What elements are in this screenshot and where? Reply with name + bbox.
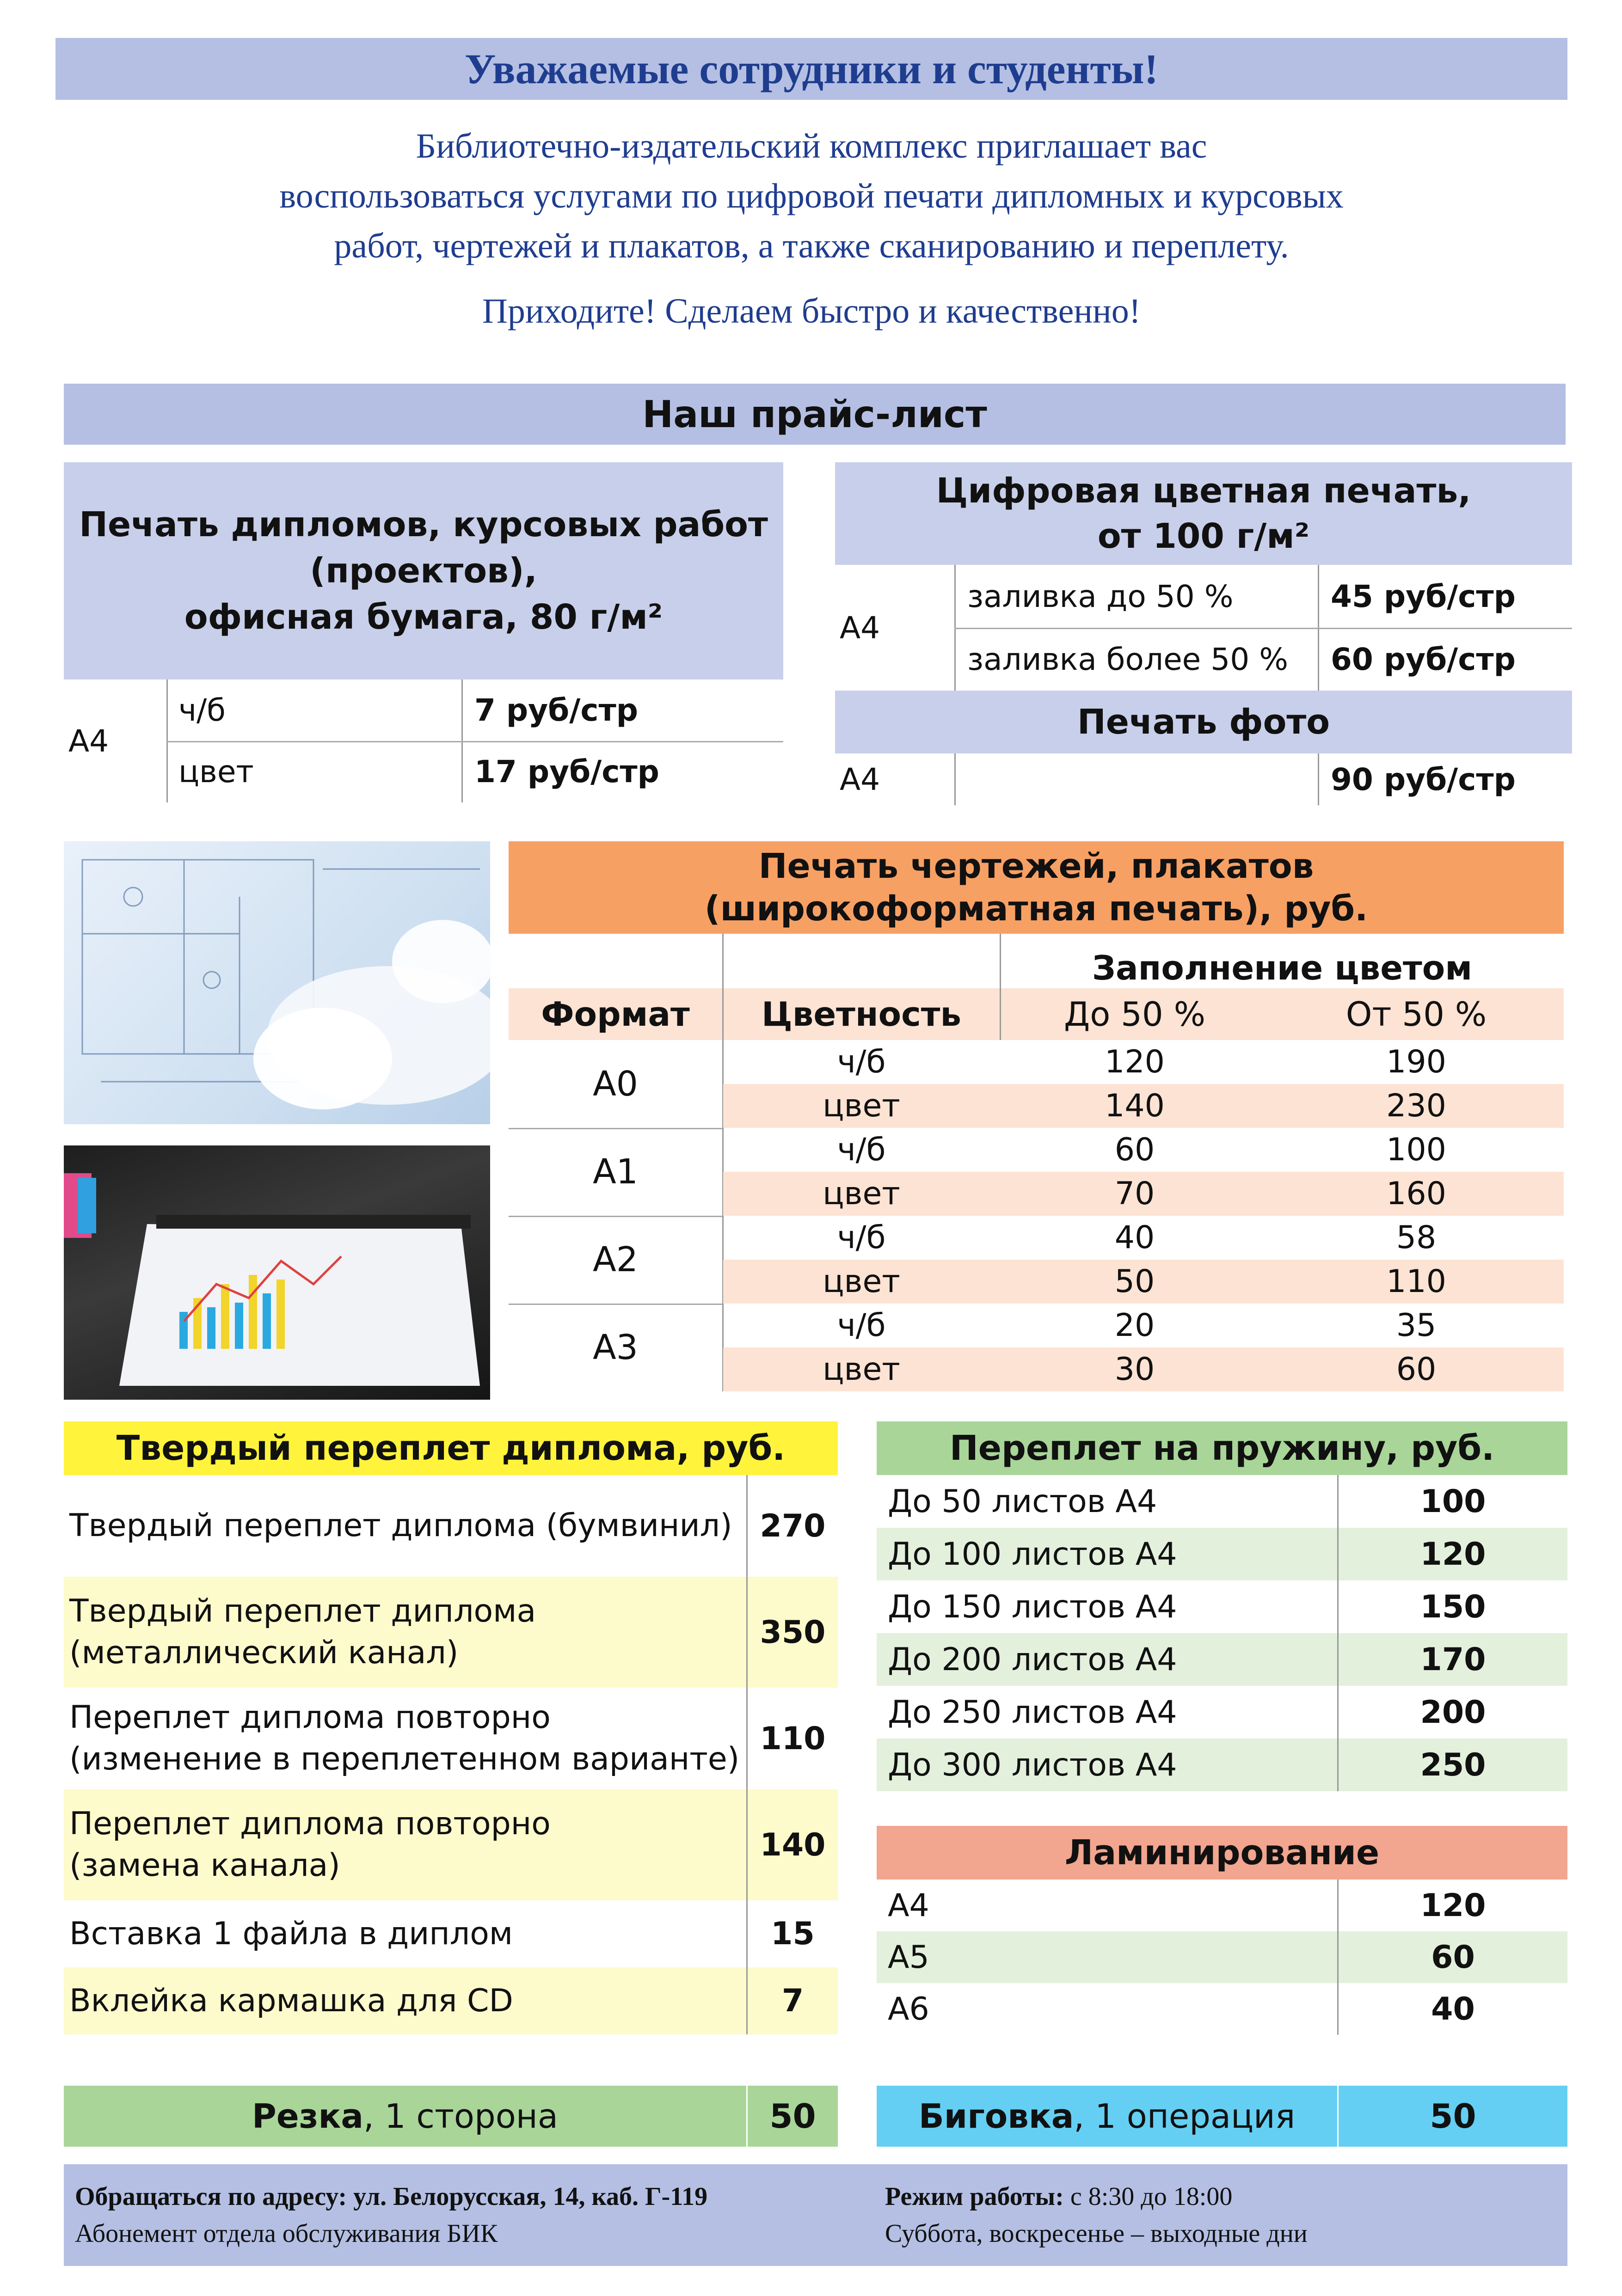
- wide-from-cell: [1269, 1216, 1564, 1260]
- wide-from-price: 230: [1386, 1088, 1446, 1124]
- hard-row-price-cell: [748, 1577, 838, 1688]
- color-format: А4: [840, 610, 880, 646]
- footer-hours-label: Режим работы:: [885, 2182, 1064, 2211]
- footer-hours-value: с 8:30 до 18:00: [1063, 2182, 1233, 2211]
- lamination-title: Ламинирование: [1064, 1833, 1380, 1873]
- wide-upto-price: 30: [1114, 1351, 1155, 1388]
- photo-print-title: Печать фото: [1077, 702, 1330, 742]
- photo-price-cell: [1331, 753, 1516, 805]
- spring_binding-row-label: До 250 листов А4: [888, 1694, 1177, 1731]
- spring_binding-row-price: 120: [1420, 1536, 1486, 1573]
- footer-weekend: Суббота, воскресенье – выходные дни: [885, 2219, 1308, 2248]
- color-price-low: [1331, 565, 1516, 628]
- wide-format-cell: [509, 1040, 722, 1128]
- diploma-type-bw: [178, 680, 226, 741]
- hard-row-price-cell: [748, 1900, 838, 1967]
- spring_binding-row-price: 250: [1420, 1746, 1486, 1783]
- col-upto-text: До 50 %: [1063, 995, 1206, 1034]
- intro-line: Библиотечно-издательский комплекс приглашает вас: [416, 127, 1207, 165]
- cutting-label: Резка: [252, 2097, 363, 2136]
- cutting-price-cell: [748, 2086, 838, 2147]
- wide-from-cell: [1269, 1347, 1564, 1391]
- col-from-text: От 50 %: [1346, 995, 1487, 1034]
- spring_binding-row-label: До 300 листов А4: [888, 1746, 1177, 1783]
- color-print-header: [835, 462, 1572, 565]
- color-print-title-line: от 100 г/м²: [1097, 516, 1310, 556]
- color-price: 45 руб/стр: [1331, 578, 1516, 614]
- fill-header-text: Заполнение цветом: [1092, 949, 1473, 987]
- hard-row-line: Твердый переплет диплома: [69, 1593, 536, 1629]
- wide-upto-price: 40: [1114, 1219, 1155, 1256]
- color-fill-label: заливка более 50 %: [967, 641, 1288, 677]
- col-format: [509, 988, 722, 1040]
- cutting-label-cell: [64, 2086, 746, 2147]
- hard-binding-header: [64, 1421, 838, 1475]
- wide-from-cell: [1269, 1040, 1564, 1084]
- wide-color: цвет: [823, 1351, 900, 1388]
- color-price: 60 руб/стр: [1331, 641, 1516, 677]
- diploma-format-cell: [68, 680, 109, 802]
- footer-address-value: ул. Белорусская, 14, каб. Г-119: [347, 2182, 708, 2211]
- footer: [64, 2164, 1567, 2266]
- hard-row-label: [69, 1475, 744, 1577]
- hard-row-line: (металлический канал): [69, 1635, 459, 1671]
- wide-upto-cell: [1001, 1260, 1269, 1304]
- spring_binding-row-label-cell: [888, 1580, 1177, 1633]
- wide-color-cell: [723, 1216, 1000, 1260]
- spring_binding-row-label-cell: [888, 1686, 1177, 1739]
- lamination-row-price-cell: [1339, 1983, 1567, 2035]
- wide-from-price: 100: [1386, 1132, 1446, 1168]
- footer-address-label: Обращаться по адресу:: [75, 2182, 347, 2211]
- wide-group-divider: [509, 1304, 722, 1305]
- wide-upto-cell: [1001, 1216, 1269, 1260]
- wide-from-price: 60: [1396, 1351, 1437, 1388]
- spring_binding-row-label-cell: [888, 1528, 1177, 1580]
- lamination-row-label: А5: [888, 1939, 929, 1976]
- lamination-header: [877, 1826, 1567, 1880]
- diploma-price: 17 руб/стр: [474, 754, 659, 790]
- diploma-format: А4: [68, 723, 109, 759]
- wide-print-title-line: (широкоформатная печать), руб.: [704, 889, 1368, 929]
- photo-print-header: [835, 691, 1572, 753]
- wide-upto-cell: [1001, 1084, 1269, 1128]
- lamination-divider: [1337, 1880, 1339, 2035]
- hard-row-line: Твердый переплет диплома (бумвинил): [69, 1507, 732, 1544]
- spring_binding-row-label-cell: [888, 1633, 1177, 1686]
- spring_binding-row-price: 150: [1420, 1588, 1486, 1625]
- spring_binding-row-label: До 50 листов А4: [888, 1483, 1157, 1520]
- spring_binding-row-price: 200: [1420, 1694, 1486, 1731]
- hard-row-price: 15: [771, 1916, 815, 1952]
- wide-upto-price: 70: [1114, 1176, 1155, 1212]
- diploma-price-bw: [474, 680, 638, 741]
- diploma-type-color: [178, 741, 254, 802]
- col-from: [1269, 988, 1564, 1040]
- wide-color-cell: [723, 1260, 1000, 1304]
- color-fill-label: заливка до 50 %: [967, 578, 1234, 614]
- photo-print-row: [835, 753, 1572, 805]
- intro-line: воспользоваться услугами по цифровой печати дипломных и курсовых: [279, 177, 1344, 215]
- footer-hours-block: [885, 2178, 1308, 2252]
- lamination-row-price: 120: [1420, 1887, 1486, 1924]
- spring_binding-row-label-cell: [888, 1739, 1177, 1791]
- photo-format-cell: [840, 753, 880, 805]
- lamination-table: [877, 1880, 1567, 2035]
- wide-upto-price: 140: [1105, 1088, 1165, 1124]
- lamination-row-label-cell: [888, 1880, 929, 1931]
- wide-upto-cell: [1001, 1128, 1269, 1172]
- color-print-table: [835, 565, 1572, 691]
- spring_binding-row-price-cell: [1339, 1739, 1567, 1791]
- hard-row-price: 140: [760, 1826, 826, 1863]
- blueprint-drawing: [64, 841, 490, 1124]
- header-title-text: Уважаемые сотрудники и студенты!: [464, 45, 1159, 92]
- intro-text: [55, 121, 1567, 271]
- wide-from-cell: [1269, 1260, 1564, 1304]
- fill-header: [1001, 948, 1564, 988]
- wide-format-cell: [509, 1304, 722, 1391]
- creasing-suffix: , 1 операция: [1074, 2097, 1296, 2136]
- blueprint-image: [64, 841, 490, 1124]
- wide-color: ч/б: [837, 1044, 886, 1080]
- diploma-print-title-line: офисная бумага, 80 г/м²: [184, 597, 663, 637]
- wide-from-price: 35: [1396, 1307, 1437, 1344]
- hard-row-label: [69, 1789, 744, 1900]
- diploma-price: 7 руб/стр: [474, 692, 638, 728]
- color-print-title-line: Цифровая цветная печать,: [936, 471, 1471, 511]
- wide-color: цвет: [823, 1263, 900, 1300]
- wide-upto-price: 120: [1105, 1044, 1165, 1080]
- hard-row-price-cell: [748, 1967, 838, 2034]
- wide-format-cell: [509, 1216, 722, 1304]
- wide-format: А0: [593, 1064, 638, 1104]
- wide-from-cell: [1269, 1304, 1564, 1347]
- wide-color: цвет: [823, 1088, 900, 1124]
- wide-from-cell: [1269, 1172, 1564, 1216]
- lamination-row-label-cell: [888, 1983, 929, 2035]
- printer-image: [64, 1145, 490, 1400]
- wide-upto-cell: [1001, 1347, 1269, 1391]
- hard-row-price-cell: [748, 1475, 838, 1577]
- hard-row-price: 270: [760, 1507, 826, 1544]
- diploma-print-table: [64, 680, 783, 802]
- wide-print-title-line: Печать чертежей, плакатов: [758, 846, 1314, 886]
- diploma-print-header: [64, 462, 783, 680]
- hard-row-label: [69, 1967, 744, 2034]
- spring_binding-row-label: До 100 листов А4: [888, 1536, 1177, 1573]
- wide-format: А1: [593, 1152, 638, 1192]
- wide-from-cell: [1269, 1128, 1564, 1172]
- wide-print-table: [509, 934, 1564, 1391]
- wide-from-cell: [1269, 1084, 1564, 1128]
- wide-group-divider: [509, 1216, 722, 1217]
- spring_binding-row-label: До 150 листов А4: [888, 1588, 1177, 1625]
- intro-line: работ, чертежей и плакатов, а также сканированию и переплету.: [334, 227, 1289, 265]
- hard-row-line: (изменение в переплетенном варианте): [69, 1741, 740, 1777]
- hard-row-price: 110: [760, 1720, 826, 1757]
- footer-hours: [885, 2178, 1308, 2215]
- wide-color-cell: [723, 1304, 1000, 1347]
- creasing-label: Биговка: [918, 2097, 1074, 2136]
- price-list-title: [64, 384, 1566, 445]
- col-color-text: Цветность: [761, 995, 962, 1034]
- wide-color-cell: [723, 1084, 1000, 1128]
- lamination-row-price-cell: [1339, 1880, 1567, 1931]
- spring_binding-row-price-cell: [1339, 1686, 1567, 1739]
- spring-binding-header: [877, 1421, 1567, 1475]
- wide-color-cell: [723, 1172, 1000, 1216]
- photo-format: А4: [840, 761, 880, 797]
- wide-color-cell: [723, 1128, 1000, 1172]
- slogan: Приходите! Сделаем быстро и качественно!: [482, 292, 1141, 331]
- spring_binding-row-price: 170: [1420, 1641, 1486, 1678]
- spring_binding-row-price-cell: [1339, 1633, 1567, 1686]
- col-upto: [1001, 988, 1269, 1040]
- wide-color-cell: [723, 1040, 1000, 1084]
- wide-from-price: 160: [1386, 1176, 1446, 1212]
- diploma-price-color: [474, 741, 659, 802]
- color-price-high: [1331, 628, 1516, 691]
- wide-upto-price: 50: [1114, 1263, 1155, 1300]
- footer-address: [75, 2178, 707, 2215]
- wide-from-price: 58: [1396, 1219, 1437, 1256]
- creasing-price: 50: [1430, 2097, 1476, 2136]
- cutting-price: 50: [769, 2097, 816, 2136]
- spring_binding-row-price-cell: [1339, 1528, 1567, 1580]
- diploma-print-title-line: Печать дипломов, курсовых работ: [79, 505, 768, 545]
- wide-from-price: 110: [1386, 1263, 1446, 1300]
- spring_binding-row-price-cell: [1339, 1475, 1567, 1528]
- diploma-print-title-line: (проектов),: [310, 551, 537, 591]
- diploma-type-label: ч/б: [178, 692, 226, 728]
- spring-binding-title: Переплет на пружину, руб.: [949, 1428, 1495, 1468]
- hard-row-line: Переплет диплома повторно: [69, 1806, 551, 1842]
- wide-upto-cell: [1001, 1304, 1269, 1347]
- creasing-price-cell: [1339, 2086, 1567, 2147]
- lamination-row-label: А6: [888, 1990, 929, 2027]
- col-color: [723, 988, 1000, 1040]
- price-list-title-text: Наш прайс-лист: [642, 392, 987, 436]
- diploma-type-label: цвет: [178, 754, 254, 790]
- hard-row-price: 350: [760, 1614, 826, 1651]
- wide-color: цвет: [823, 1176, 900, 1212]
- printer-drawing: [64, 1145, 490, 1400]
- wide-format-cell: [509, 1128, 722, 1216]
- photo-price: 90 руб/стр: [1331, 761, 1516, 797]
- hard-row-price-cell: [748, 1789, 838, 1900]
- hard-row-label: [69, 1900, 744, 1967]
- hard-row-label: [69, 1688, 744, 1789]
- hard-binding-title: Твердый переплет диплома, руб.: [116, 1428, 786, 1468]
- lamination-row-price: 40: [1431, 1990, 1475, 2027]
- color-fill-high: [967, 628, 1288, 691]
- spring_binding-row-label-cell: [888, 1475, 1157, 1528]
- spring_binding-row-price: 100: [1420, 1483, 1486, 1520]
- wide-print-header: [509, 841, 1564, 934]
- wide-color: ч/б: [837, 1219, 886, 1256]
- wide-upto-price: 20: [1114, 1307, 1155, 1344]
- lamination-row-price-cell: [1339, 1931, 1567, 1983]
- wide-color: ч/б: [837, 1307, 886, 1344]
- hard-row-line: Переплет диплома повторно: [69, 1699, 551, 1736]
- creasing-label-cell: [877, 2086, 1337, 2147]
- lamination-row-price: 60: [1431, 1939, 1475, 1976]
- hard-row-line: Вставка 1 файла в диплом: [69, 1915, 513, 1952]
- spring-binding-table: [877, 1475, 1567, 1791]
- header-title: [55, 38, 1567, 100]
- creasing-bar: [877, 2086, 1567, 2147]
- hard-row-price: 7: [781, 1983, 804, 2019]
- hard-row-price-cell: [748, 1688, 838, 1789]
- color-fill-low: [967, 565, 1233, 628]
- hard-row-line: Вклейка кармашка для CD: [69, 1982, 513, 2019]
- wide-group-divider: [509, 1128, 722, 1129]
- cutting-bar: [64, 2086, 838, 2147]
- color-format-cell: [840, 565, 880, 691]
- col-format-text: Формат: [541, 995, 690, 1034]
- lamination-row-label-cell: [888, 1931, 929, 1983]
- footer-address-block: [75, 2178, 707, 2252]
- spring_binding-divider: [1337, 1475, 1339, 1791]
- wide-from-price: 190: [1386, 1044, 1446, 1080]
- wide-upto-cell: [1001, 1172, 1269, 1216]
- wide-color: ч/б: [837, 1132, 886, 1168]
- wide-upto-cell: [1001, 1040, 1269, 1084]
- spring_binding-row-label: До 200 листов А4: [888, 1641, 1177, 1678]
- spring_binding-row-price-cell: [1339, 1580, 1567, 1633]
- cutting-suffix: , 1 сторона: [363, 2097, 558, 2136]
- lamination-row-label: А4: [888, 1887, 929, 1924]
- wide-upto-price: 60: [1114, 1132, 1155, 1168]
- hard-row-label: [69, 1577, 744, 1688]
- footer-dept: Абонемент отдела обслуживания БИК: [75, 2219, 498, 2248]
- hard-binding-table: [64, 1475, 838, 2034]
- hard-row-line: (замена канала): [69, 1847, 340, 1884]
- wide-format: А3: [593, 1328, 638, 1367]
- hard-divider: [746, 1475, 748, 2034]
- wide-format: А2: [593, 1240, 638, 1280]
- wide-color-cell: [723, 1347, 1000, 1391]
